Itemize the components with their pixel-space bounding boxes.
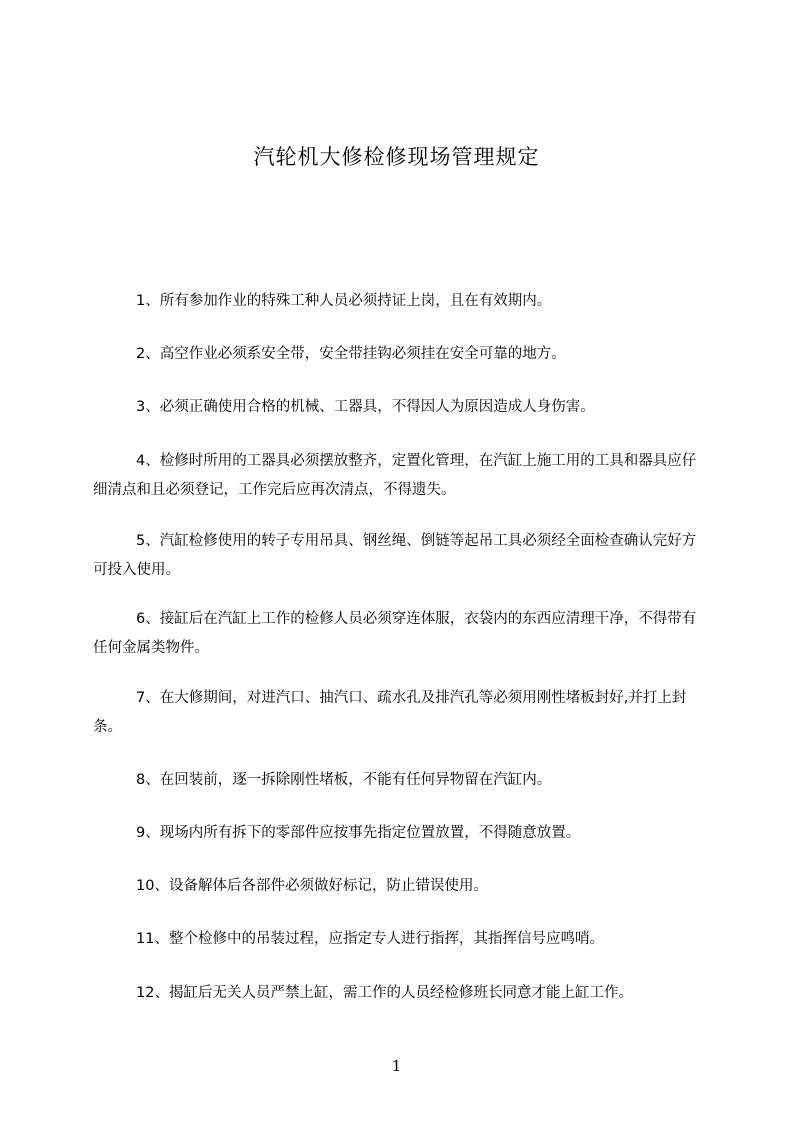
page-title: 汽轮机大修检修现场管理规定	[253, 145, 540, 169]
regulation-item-7: 7、在大修期间，对进汽口、抽汽口、疏水孔及排汽孔等必须用刚性堵板封好,并打上封条。	[93, 690, 687, 735]
regulation-item-1: 1、所有参加作业的特殊工种人员必须持证上岗，且在有效期内。	[136, 293, 552, 309]
regulation-item-6: 6、接缸后在汽缸上工作的检修人员必须穿连体服，衣袋内的东西应清理干净，不得带有任何金属类物件。	[93, 611, 697, 656]
regulation-item-5: 5、汽缸检修使用的转子专用吊具、钢丝绳、倒链等起吊工具必须经全面检查确认完好方可投入使用。	[93, 533, 697, 578]
regulation-item-9: 9、现场内所有拆下的零部件应按事先指定位置放置，不得随意放置。	[136, 825, 581, 841]
regulation-item-2: 2、高空作业必须系安全带，安全带挂钩必须挂在安全可靠的地方。	[136, 346, 566, 362]
regulation-item-11: 11、整个检修中的吊装过程，应指定专人进行指挥，其指挥信号应鸣哨。	[136, 931, 604, 947]
regulation-item-3: 3、必须正确使用合格的机械、工器具，不得因人为原因造成人身伤害。	[136, 399, 595, 415]
regulation-item-4: 4、检修时所用的工器具必须摆放整齐，定置化管理，在汽缸上施工用的工具和器具应仔细清点和且必须登记，工作完后应再次清点，不得遗失。	[93, 453, 697, 498]
regulation-item-10: 10、设备解体后各部件必须做好标记，防止错误使用。	[136, 878, 488, 894]
regulation-item-8: 8、在回装前，逐一拆除刚性堵板，不能有任何异物留在汽缸内。	[136, 772, 552, 788]
regulation-item-12: 12、揭缸后无关人员严禁上缸，需工作的人员经检修班长同意才能上缸工作。	[136, 985, 633, 1001]
page-number: 1	[391, 1057, 402, 1075]
